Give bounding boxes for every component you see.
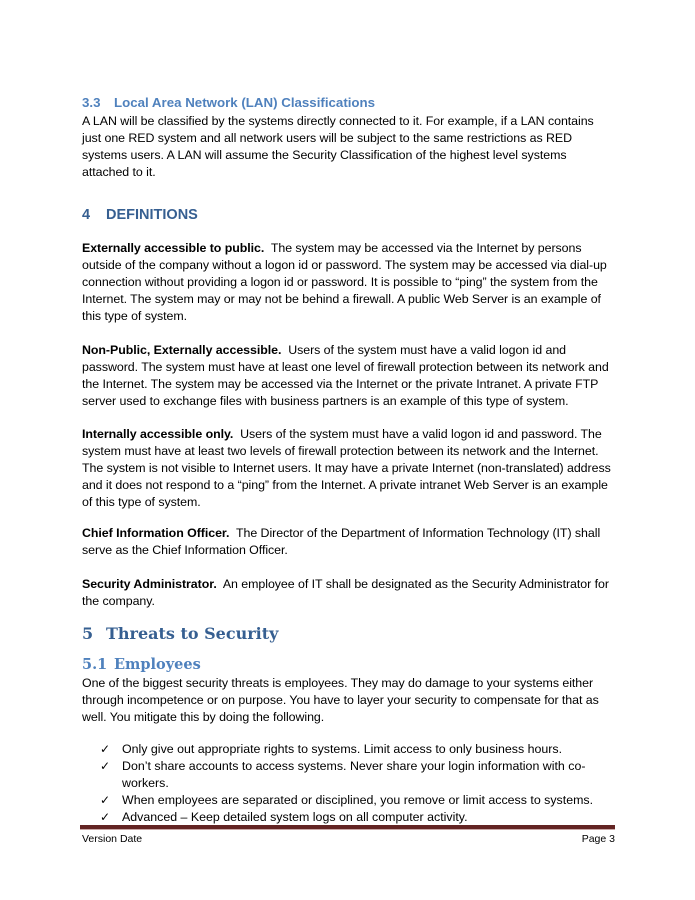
definition-text: Users of the system must have a valid logon id and password. The system must have at least two levels of firewall protection between its network and the Internet. The system is not visible to Internet users. It may have a private Internet (non-translated) address and it does not respond to a “ping” from the Internet. A private intranet Web Server is an example of this type of system. — [82, 427, 611, 509]
heading-title: DEFINITIONS — [106, 207, 198, 223]
footer-version-date: Version Date — [82, 833, 143, 845]
definition-internally-accessible — [82, 426, 615, 511]
list-item: ✓ Advanced – Keep detailed system logs on all computer activity. — [100, 810, 468, 824]
checkmark-icon: ✓ — [100, 793, 111, 807]
checkmark-icon: ✓ — [100, 759, 111, 773]
heading-title: Threats to Security — [106, 624, 279, 643]
employee-mitigation-list — [100, 741, 615, 826]
definition-text: An employee of IT shall be designated as the Security Administrator for the company. — [82, 577, 609, 608]
definition-term: Chief Information Officer. — [82, 526, 230, 540]
heading-4 — [82, 207, 198, 223]
definition-cio — [82, 525, 615, 559]
footer-divider-shadow — [80, 829, 615, 830]
footer-page-number: Page 3 — [581, 833, 615, 845]
definition-term: Externally accessible to public. — [82, 241, 265, 255]
heading-3-3 — [82, 95, 375, 110]
heading-number: 3.3 — [82, 95, 101, 110]
definition-term: Internally accessible only. — [82, 427, 234, 441]
definition-term: Non-Public, Externally accessible. — [82, 343, 282, 357]
paragraph-lan-classification: A LAN will be classified by the systems directly connected to it. For example, if a LAN contains just one RED system and all network users will be subject to the same restrictions as RED systems users. A LAN will assume the Security Classification of the highest level systems attached to it. — [82, 114, 594, 179]
heading-5 — [82, 624, 278, 643]
list-item: ✓ When employees are separated or disciplined, you remove or limit access to systems. — [100, 793, 594, 807]
heading-title: Local Area Network (LAN) Classifications — [114, 95, 376, 110]
heading-number: 5.1 — [82, 656, 108, 673]
definition-text: The Director of the Department of Information Technology (IT) shall serve as the Chief Information Officer. — [82, 526, 601, 557]
heading-number: 4 — [82, 207, 91, 223]
list-item: ✓ Only give out appropriate rights to systems. Limit access to only business hours. — [100, 742, 563, 756]
definition-term: Security Administrator. — [82, 577, 217, 591]
definition-security-admin — [82, 576, 615, 610]
heading-number: 5 — [82, 624, 94, 643]
definition-non-public — [82, 342, 615, 410]
checkmark-icon: ✓ — [100, 810, 111, 824]
heading-5-1 — [82, 656, 201, 673]
definition-externally-accessible — [82, 240, 615, 325]
definition-text: The system may be accessed via the Internet by persons outside of the company without a logon id or password. The system may be accessed via dial-up connection without providing a logon id or password. It is possible to “ping” the system from the Internet. The system may or may not be behind a firewall. A public Web Server is an example of this type of system. — [82, 241, 607, 323]
definition-text: Users of the system must have a valid logon id and password. The system must have at least one level of firewall protection between its network and the Internet. The system may be accessed via the Internet or the private Intranet. A private FTP server used to exchange files with business partners is an example of this type of system. — [82, 343, 609, 408]
list-item: ✓ Don’t share accounts to access systems. Never share your login information with co-workers. — [100, 759, 586, 790]
paragraph-employees: One of the biggest security threats is employees. They may do damage to your systems either through incompetence or on purpose. You have to layer your security to compensate for that as well. You mitigate this by doing the following. — [82, 676, 599, 724]
heading-title: Employees — [114, 656, 201, 673]
checkmark-icon: ✓ — [100, 742, 111, 756]
